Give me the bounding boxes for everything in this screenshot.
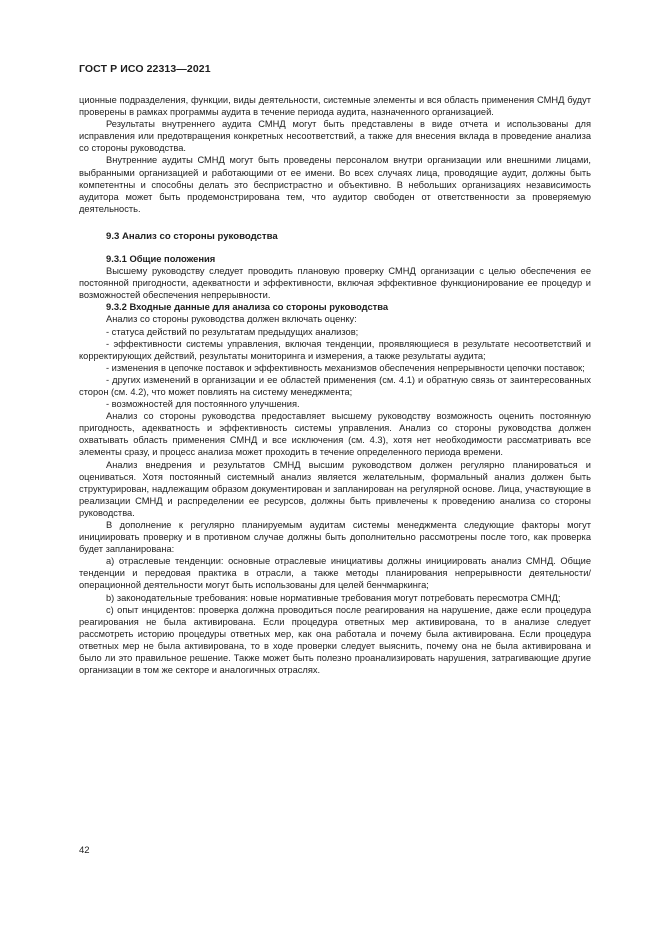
section-heading-9-3: 9.3 Анализ со стороны руководства <box>106 230 278 242</box>
subsection-heading-9-3-1: 9.3.1 Общие положения <box>106 252 216 264</box>
list-item: - эффективности системы управления, включая тенденции, проявляющиеся в результате несоответствий и корректирующих действий, результаты мониторинга и измерения, а также результаты аудита; <box>79 338 591 361</box>
page-number: 42 <box>79 845 90 856</box>
paragraph: Анализ со стороны руководства должен включать оценку: <box>106 314 357 325</box>
list-item: - других изменений в организации и ее областей применения (см. 4.1) и обратную связь от заинтересованных сторон (см. 4.2), что может повлиять на систему менеджмента; <box>79 374 591 397</box>
paragraph: Результаты внутреннего аудита СМНД могут быть представлены в виде отчета и использованы для исправления или предотвращения конкретных несоответствий, а также для внесения вклада в проведение анализа со стороны руководства. <box>79 119 591 154</box>
spacer <box>79 215 591 224</box>
list-item: - возможностей для постоянного улучшения. <box>106 399 300 410</box>
document-header: ГОСТ Р ИСО 22313—2021 <box>79 63 211 75</box>
paragraph: ционные подразделения, функции, виды деятельности, системные элементы и вся область применения СМНД будут проверены в рамках программы аудита в течение периода аудита, назначенного организацией. <box>79 95 591 118</box>
paragraph: В дополнение к регулярно планируемым аудитам системы менеджмента следующие факторы могут инициировать проверку и в противном случае должны быть дополнительно рассмотрены после того, как проверка будет запланирована: <box>79 520 591 555</box>
paragraph: Высшему руководству следует проводить плановую проверку СМНД организации с целью обеспечения ее постоянной пригодности, адекватности и эффективности, включая эффективное функционирование ее процедур и возможностей обеспечения непрерывности. <box>79 266 591 301</box>
list-item: c) опыт инцидентов: проверка должна проводиться после реагирования на нарушение, даже если процедура реагирования не была активирована. Если процедура ответных мер активирована, то в анализе следует рассмотреть историю процедуры ответных мер, как она работала и почему была активирована. Если процедура ответных мер не была активирована, то в ходе проверки следует выяснить, почему она не была активирована и было ли это правильное решение. Также может быть полезно проанализировать нарушения, затрагивающие другие организации в том же секторе и аналогичных отраслях. <box>79 604 591 676</box>
list-item: - статуса действий по результатам предыдущих анализов; <box>106 326 359 337</box>
paragraph: Анализ со стороны руководства предоставляет высшему руководству возможность оценить постоянную пригодность, адекватность и эффективность системы управления. Анализ со стороны руководства должен охватывать область применения СМНД и все исключения (см. 4.3), хотя нет необходимости рассматривать все элементы сразу, и процесс анализа может проходить в течение определенного периода времени. <box>79 411 591 458</box>
list-item: a) отраслевые тенденции: основные отраслевые инициативы должны инициировать анализ СМНД. Общие тенденции и передовая практика в отрасли, а также методы планирования непрерывности деятельности/операционной деятельности могут быть использованы для целей бенчмаркинга; <box>79 556 591 591</box>
page-content <box>79 94 591 676</box>
list-item: b) законодательные требования: новые нормативные требования могут потребовать пересмотра СМНД; <box>106 592 561 603</box>
paragraph: Анализ внедрения и результатов СМНД высшим руководством должен регулярно планироваться и оцениваться. Хотя постоянный системный анализ является желательным, формальный анализ должен быть структурирован, надлежащим образом документирован и запланирован на регулярной основе. Лица, участвующие в реализации СМНД и распределении ее ресурсов, должны быть привлечены к проведению анализа со стороны руководства. <box>79 459 591 518</box>
subsection-heading-9-3-2: 9.3.2 Входные данные для анализа со стороны руководства <box>106 301 389 313</box>
paragraph: Внутренние аудиты СМНД могут быть проведены персоналом внутри организации или внешними лицами, выбранными организацией и работающими от ее имени. Во всех случаях лица, проводящие аудит, должны быть компетентны и способны делать это беспристрастно и объективно. В небольших организациях независимость аудитора может быть продемонстрирована тем, что аудитор свободен от ответственности за проверяемую деятельность. <box>79 155 591 214</box>
list-item: - изменения в цепочке поставок и эффективность механизмов обеспечения непрерывности цепочки поставок; <box>106 362 585 373</box>
